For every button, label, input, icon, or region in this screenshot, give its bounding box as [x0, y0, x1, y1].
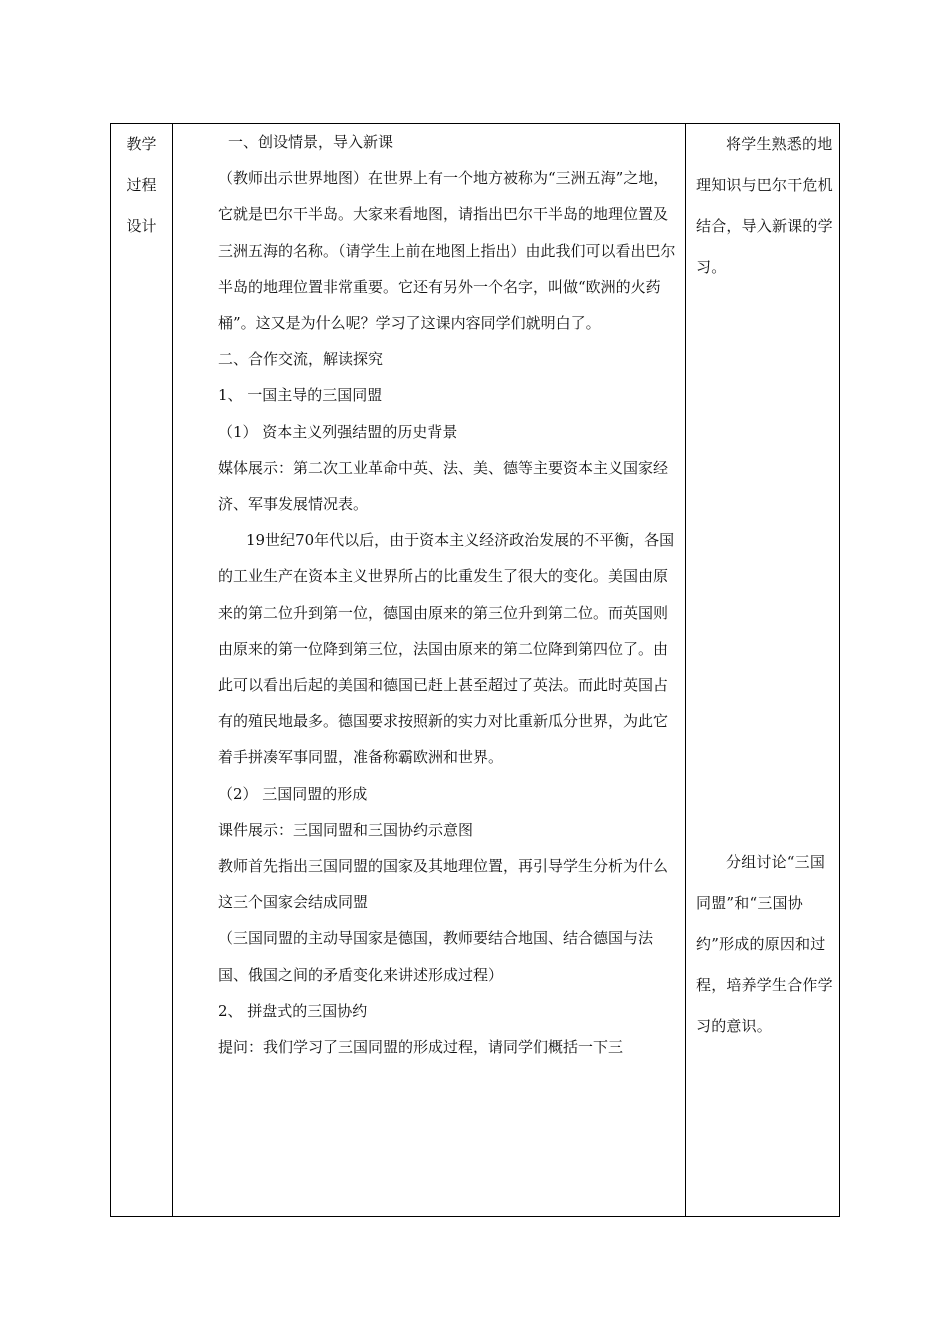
- content-paragraph: 1、 一国主导的三国同盟: [218, 386, 383, 405]
- note-intro: 将学生熟悉的地理知识与巴尔干危机结合，导入新课的学习。: [696, 135, 833, 276]
- column-divider: [685, 124, 686, 1216]
- column-divider: [172, 124, 173, 1216]
- content-paragraph: （1） 资本主义列强结盟的历史背景: [218, 422, 458, 441]
- content-paragraph: （教师出示世界地图）在世界上有一个地方被称为“三洲五海”之地，它就是巴尔干半岛。大家来看地图，请指出巴尔干半岛的地理位置及三洲五海的名称。（请学生上前在地图上指出）由此我们可以看出巴尔半岛的地理位置非常重要。它还有另外一个名字，叫做“欧洲的火药桶”。这又是为什么呢？学习了这课内容同学们就明白了。: [218, 169, 676, 333]
- content-paragraph: 2、 拼盘式的三国协约: [218, 1001, 368, 1020]
- content-paragraph: 提问：我们学习了三国同盟的形成过程，请同学们概括一下三: [218, 1038, 624, 1057]
- content-paragraph: 课件展示：三国同盟和三国协约示意图: [218, 820, 474, 839]
- content-paragraph: 媒体展示：第二次工业革命中英、法、美、德等主要资本主义国家经济、军事发展情况表。: [218, 458, 669, 514]
- label-line: 过程: [126, 176, 157, 194]
- content-paragraph: 一、创设情景，导入新课: [228, 133, 394, 151]
- content-paragraph: 二、合作交流，解读探究: [218, 350, 384, 369]
- content-paragraph: 19世纪70年代以后，由于资本主义经济政治发展的不平衡，各国的工业生产在资本主义世界所占的比重发生了很大的变化。美国由原来的第二位升到第一位，德国由原来的第三位升到第二位。而英国则由原来的第一位降到第三位，法国由原来的第二位降到第四位了。由此可以看出后起的美国和德国已赶上甚至超过了英法。而此时英国占有的殖民地最多。德国要求按照新的实力对比重新瓜分世界，为此它着手拼凑军事同盟，准备称霸欧洲和世界。: [218, 531, 675, 767]
- design-notes: [696, 124, 836, 1035]
- lesson-table: [110, 123, 840, 1217]
- section-label: [111, 124, 172, 247]
- content-paragraph: 教师首先指出三国同盟的国家及其地理位置，再引导学生分析为什么这三个国家会结成同盟: [218, 857, 669, 912]
- content-paragraph: （三国同盟的主动导国家是德国，教师要结合地国、结合德国与法国、俄国之间的矛盾变化来讲述形成过程）: [218, 929, 654, 984]
- note-group-discussion: 分组讨论“三国同盟”和“三国协约”形成的原因和过程，培养学生合作学习的意识。: [696, 853, 833, 1035]
- label-line: 设计: [126, 217, 157, 235]
- label-line: 教学: [126, 135, 157, 153]
- content-paragraph: （2） 三国同盟的形成: [218, 784, 368, 803]
- lesson-content: [218, 124, 680, 1065]
